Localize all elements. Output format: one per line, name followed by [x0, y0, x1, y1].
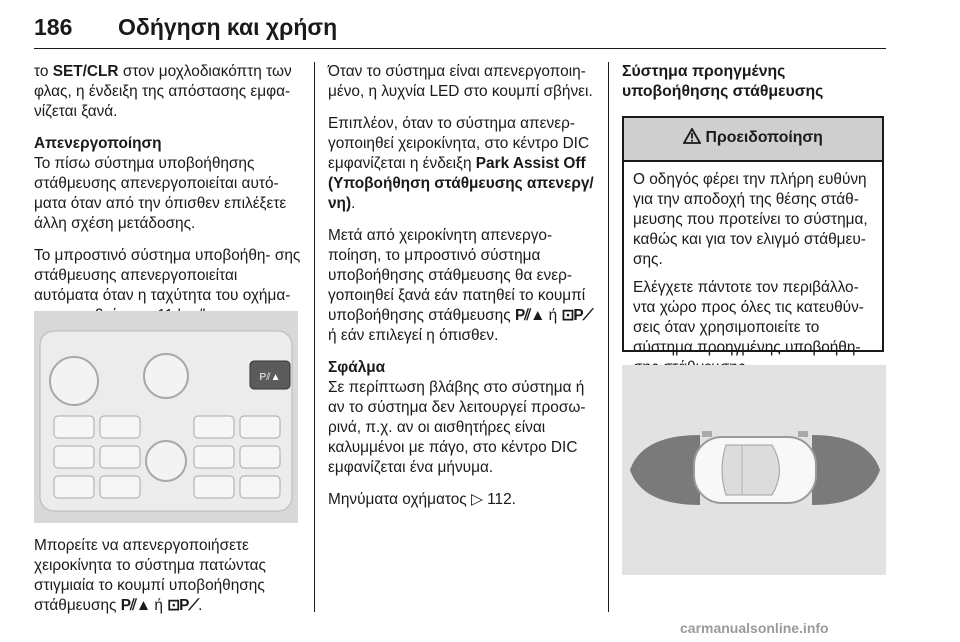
page-number: 186 — [34, 14, 73, 40]
column-3 — [622, 62, 886, 114]
paragraph: Το πίσω σύστημα υποβοήθησης στάθμευσης απενεργοποιείται αυτό- ματα όταν από την όπισθεν επιλέξετε άλλη σχέση μετάδοσης. — [34, 155, 287, 232]
watermark: carmanualsonline.info — [680, 620, 829, 636]
paragraph: Μετά από χειροκίνητη απενεργο- ποίηση, το μπροστινό σύστημα υποβοήθησης στάθμευσης θα ενερ- γοποιηθεί ξανά εάν πατηθεί το κουμπί υποβοήθησης στάθμευσης P⫽▲ ή ⊡P⟋ ή εάν επιλεγεί η όπισθεν. — [328, 227, 593, 344]
column-divider — [608, 62, 609, 612]
warning-triangle-icon — [683, 128, 701, 144]
page-title: Οδήγηση και χρήση — [118, 14, 338, 40]
paragraph: Το μπροστινό σύστημα υποβοήθη- σης στάθμευσης απενεργοποιείται αυτόματα όταν η ταχύτητα του οχήμα- — [34, 247, 301, 304]
paragraph: το SET/CLR στον μοχλοδιακόπτη των φλας, η ένδειξη της απόστασης εμφα- νίζεται ξανά. — [34, 63, 292, 120]
paragraph: Μηνύματα οχήματος ▷ 112. — [328, 491, 516, 508]
set-clr-label: SET/CLR — [52, 63, 119, 80]
page-reference-icon: ▷ — [470, 491, 483, 508]
section-title: Σύστημα προηγμένης υποβοήθησης στάθμευσης — [622, 63, 824, 100]
warning-box — [622, 116, 884, 356]
button-panel-illustration — [34, 311, 298, 523]
header-divider — [34, 48, 886, 49]
paragraph: Όταν το σύστημα είναι απενεργοποιη- μένο, η λυχνία LED στο κουμπί σβήνει. — [328, 63, 593, 100]
paragraph: Σε περίπτωση βλάβης στο σύστημα ή αν το σύστημα δεν λειτουργεί προσω- ρινά, π.χ. αν οι αισθητήρες είναι καλυμμένοι με πάγο, στο κέντρο DIC εμφανίζεται ένα μήνυμα. — [328, 379, 586, 476]
park-assist-icon: P⫽▲ — [120, 597, 151, 614]
column-1 — [34, 62, 302, 338]
column-2 — [328, 62, 596, 522]
paragraph: Επιπλέον, όταν το σύστημα απενερ- γοποιηθεί χειροκίνητα, στο κέντρο DIC εμφανίζεται η ένδειξη Park Assist Off (Υποβοήθηση στάθμευσης απενεργ/νη). — [328, 115, 594, 212]
car-top-view-icon — [622, 365, 886, 575]
warning-header — [624, 118, 882, 162]
paragraph: Ελέγχετε πάντοτε τον περιβάλλο- ντα χώρο προς όλες τις κατευθύν- σεις όταν χρησιμοποιείτε το σύστημα προηγμένης υποβοήθη- — [633, 279, 864, 356]
park-assist-alt-icon: ⊡P⟋ — [561, 307, 593, 324]
column-divider — [314, 62, 315, 612]
park-assist-icon: P⫽▲ — [514, 307, 545, 324]
park-assist-alt-icon: ⊡P⟋ — [167, 597, 199, 614]
paragraph: Ο οδηγός φέρει την πλήρη ευθύνη για την αποδοχή της θέσης στάθ- μευσης που προτείνει το σύστημα, καθώς και για τον ελιγμό στάθμευ- σης. — [633, 171, 868, 268]
park-assist-button-label: P⫽▲ — [259, 372, 281, 383]
section-heading-deactivation: Απενεργοποίηση — [34, 135, 162, 152]
column-1-bottom — [34, 536, 302, 628]
page-header — [34, 14, 886, 50]
car-sensor-illustration — [622, 365, 886, 575]
dashboard-buttons-photo — [34, 311, 298, 523]
warning-body — [624, 162, 882, 378]
warning-title: Προειδοποίηση — [705, 129, 823, 146]
park-assist-off-label: Park Assist Off (Υποβοήθηση στάθμευσης απενεργ/νη) — [328, 155, 594, 212]
paragraph: Μπορείτε να απενεργοποιήσετε χειροκίνητα το σύστημα πατώντας στιγμιαία το κουμπί υποβοήθησης στάθμευσης P⫽▲ ή ⊡P⟋. — [34, 537, 266, 614]
section-heading-fault: Σφάλμα — [328, 359, 386, 376]
